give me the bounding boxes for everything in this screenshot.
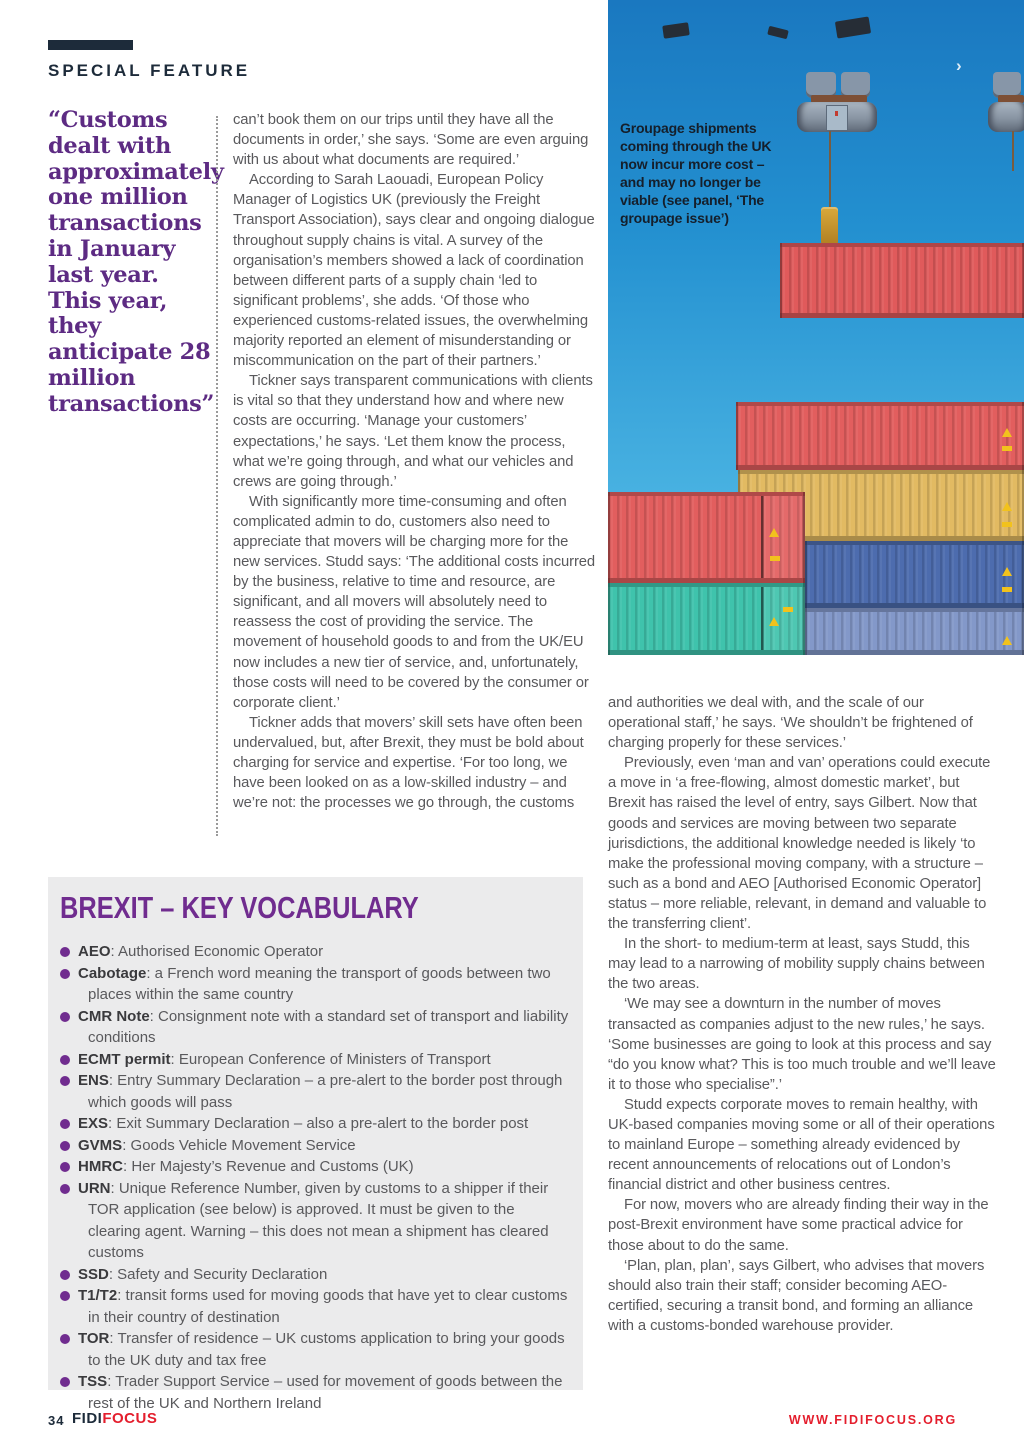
- list-item: [48, 1113, 569, 1135]
- hoist-hook: [821, 207, 838, 245]
- hoist-motor: [988, 102, 1024, 132]
- hazard-triangle: [769, 617, 779, 626]
- vocab-definition: : Trader Support Service – used for movement of goods between the rest of the UK and Northern Ireland: [88, 1373, 563, 1412]
- list-item: [48, 1135, 569, 1157]
- bullet-icon: [60, 1076, 70, 1086]
- container-red-hanging: [780, 243, 1024, 318]
- magazine-logo: [72, 1410, 157, 1427]
- bullet-icon: [60, 1055, 70, 1065]
- hoist-motor-light: [835, 111, 838, 116]
- container-label: [783, 607, 793, 612]
- vocab-term: AEO: [78, 943, 111, 960]
- list-item: [48, 1006, 569, 1049]
- container-teal-front: [608, 583, 805, 655]
- vocab-definition: : Goods Vehicle Movement Service: [122, 1136, 356, 1154]
- vocab-definition: : Unique Reference Number, given by customs to a shipper if their TOR application (see below) is approved. It must be given to the clearing agent. Warning – this does not mean a shipment has cleared customs: [88, 1179, 549, 1261]
- bullet-icon: [60, 1291, 70, 1301]
- container-red-back: [736, 402, 1024, 470]
- container-corrugation: [736, 406, 1024, 465]
- paragraph: Tickner adds that movers’ skill sets have often been undervalued, but, after Brexit, they must be bold about charging for service and expertise. ‘For too long, we have been looked on as a low-skilled industry – and we’re not: the processes we go through, the customs: [233, 714, 584, 812]
- list-item: [48, 1156, 569, 1178]
- list-item: [48, 941, 569, 963]
- kicker-bar: [48, 40, 133, 50]
- article-column-1: [233, 110, 599, 813]
- paragraph: Previously, even ‘man and van’ operations could execute a move in ‘a free-flowing, almost domestic market’, but Brexit has raised the level of entry, says Gilbert. Now that goods and services are moving between two separate jurisdictions, the additional knowledge needed is likely ‘to make the professional moving company, with a structure – such as a bond and AEO [Authorised Economic Operator] status – more reliable, relevant, in demand and valuable to the transferring client’.: [608, 755, 991, 933]
- vocabulary-panel: [48, 877, 583, 1412]
- paragraph: ‘We may see a downturn in the number of moves transacted as companies adjust to the new rules,’ he says. ‘Some businesses are going to look at this process and say “do you know what? This is too much trouble and we’ll leave it to those who specialise”.’: [608, 996, 996, 1093]
- website-url: WWW.FIDIFOCUS.ORG: [788, 1413, 957, 1427]
- container-lightblue-back: [805, 608, 1024, 655]
- list-item: [48, 1264, 569, 1286]
- container-label: [1002, 587, 1012, 592]
- bullet-icon: [60, 1119, 70, 1129]
- list-item: [48, 1049, 569, 1071]
- container-blue-back: [805, 541, 1024, 608]
- bullet-icon: [60, 1141, 70, 1151]
- vocab-term: EXS: [78, 1115, 109, 1132]
- vocab-term: HMRC: [78, 1158, 123, 1175]
- bullet-icon: [60, 1334, 70, 1344]
- logo-focus: FOCUS: [102, 1410, 158, 1427]
- page-footer: [0, 1410, 1024, 1434]
- section-kicker: SPECIAL FEATURE: [48, 61, 251, 80]
- vocab-definition: : Consignment note with a standard set of transport and liability conditions: [88, 1007, 569, 1046]
- vocab-term: URN: [78, 1179, 111, 1197]
- container-door: [761, 496, 805, 578]
- container-corrugation: [780, 247, 1024, 313]
- vocab-definition: : Entry Summary Declaration – a pre-alert to the border post through which goods will pass: [88, 1072, 563, 1111]
- hoist-cable: [1012, 131, 1014, 171]
- vocab-term: CMR Note: [78, 1007, 150, 1025]
- paragraph: ‘Plan, plan, plan’, says Gilbert, who advises that movers should also train their staff; consider becoming AEO-certified, securing a transit bond, and forming an alliance with a customs-bonded warehouse provider.: [608, 1257, 985, 1334]
- paragraph: For now, movers who are already finding their way in the post-Brexit environment have some practical advice for those about to do the same.: [608, 1197, 989, 1254]
- vocabulary-list: [48, 941, 569, 1414]
- container-corrugation: [805, 545, 1024, 603]
- vocab-term: GVMS: [78, 1136, 123, 1154]
- container-label: [770, 556, 780, 561]
- list-item: [48, 1328, 569, 1371]
- vocab-definition: : Authorised Economic Operator: [110, 943, 324, 960]
- hoist-motor-panel: [826, 105, 848, 131]
- vocab-term: TOR: [78, 1330, 110, 1347]
- hazard-triangle: [1002, 428, 1012, 437]
- hazard-triangle: [769, 528, 779, 537]
- hoist-cable: [829, 131, 831, 209]
- container-corrugation: [805, 612, 1024, 650]
- hazard-triangle: [1002, 502, 1012, 511]
- photo-caption: Groupage shipments coming through the UK now incur more cost – and may no longer be viable (see panel, ‘The groupage issue’): [620, 120, 772, 226]
- container-label: [1002, 446, 1012, 451]
- hazard-triangle: [1002, 636, 1012, 645]
- vocab-definition: : Her Majesty’s Revenue and Customs (UK): [123, 1158, 414, 1175]
- vocab-definition: : a French word meaning the transport of goods between two places within the same country: [88, 964, 551, 1003]
- list-item: [48, 1178, 569, 1264]
- vocab-term: TSS: [78, 1373, 108, 1390]
- list-item: [48, 1285, 569, 1328]
- bullet-icon: [60, 1184, 70, 1194]
- paragraph: can’t book them on our trips until they have all the documents in order,’ she says. ‘Some are even arguing with us about what documents are required.’: [233, 112, 589, 169]
- pull-quote: “Customs dealt with approximately one million transactions in January last year. This year, they anticipate 28 million transactions”: [48, 107, 224, 417]
- paragraph: In the short- to medium-term at least, says Studd, this may lead to a narrowing of mobility supply chains between the two areas.: [608, 936, 985, 993]
- paragraph: Tickner says transparent communications with clients is vital so that they understand how and where new costs are occurring. ‘Manage your customers’ expectations,’ he says. ‘Let them know the process, what we’re going through, and what our vehicles and crews are going through.’: [233, 373, 593, 490]
- bullet-icon: [60, 1012, 70, 1022]
- bullet-icon: [60, 1270, 70, 1280]
- list-item: [48, 1070, 569, 1113]
- vocab-definition: : transit forms used for moving goods that have yet to clear customs in their country of destination: [88, 1287, 568, 1326]
- page-number: 34: [48, 1413, 65, 1428]
- bullet-icon: [60, 947, 70, 957]
- vocab-term: SSD: [78, 1265, 109, 1283]
- container-label: [1002, 522, 1012, 527]
- panel-title: BREXIT – KEY VOCABULARY: [60, 890, 419, 925]
- vocab-term: T1/T2: [78, 1287, 118, 1304]
- container-port-photo: [608, 0, 1024, 655]
- container-red-front: [608, 492, 805, 583]
- bullet-icon: [60, 1162, 70, 1172]
- vocab-term: ENS: [78, 1072, 109, 1089]
- bullet-icon: [60, 969, 70, 979]
- bullet-icon: [60, 1377, 70, 1387]
- logo-fidi: FIDI: [72, 1410, 103, 1427]
- article-column-2: [608, 693, 996, 1336]
- list-item: [48, 1371, 569, 1414]
- vocab-definition: : Safety and Security Declaration: [108, 1265, 328, 1283]
- paragraph: Studd expects corporate moves to remain healthy, with UK-based companies moving some or all of their operations to mainland Europe – something already evidenced by recent announcements of relocations out of London’s financial district and other business centres.: [608, 1096, 995, 1194]
- container-door: [761, 587, 805, 650]
- vocab-definition: : Exit Summary Declaration – also a pre-alert to the border post: [108, 1115, 529, 1132]
- vocab-term: ECMT permit: [78, 1050, 171, 1068]
- dotted-divider: [216, 116, 218, 836]
- vocab-definition: : European Conference of Ministers of Transport: [170, 1050, 491, 1068]
- hazard-triangle: [1002, 567, 1012, 576]
- vocab-definition: : Transfer of residence – UK customs application to bring your goods to the UK duty and tax free: [88, 1330, 565, 1369]
- chevron-right-icon: ›: [956, 56, 962, 75]
- paragraph: According to Sarah Laouadi, European Policy Manager of Logistics UK (previously the Freight Transport Association), says clear and ongoing dialogue throughout supply chains is vital. A survey of the organisation’s members showed a lack of coordination between different parts of a supply chain ‘led to significant problems’, she adds. ‘Of those who experienced customs-related issues, the overwhelming majority reported an element of misunderstanding or miscommunication on the part of their partners.’: [233, 172, 595, 370]
- list-item: [48, 963, 569, 1006]
- paragraph: and authorities we deal with, and the scale of our operational staff,’ he says. ‘We shouldn’t be frightened of charging properly for these services.’: [608, 695, 973, 752]
- paragraph: With significantly more time-consuming and often complicated admin to do, customers also need to appreciate that movers will be charging more for the new services. Studd says: ‘The additional costs incurred by the business, relative to time and resource, are significant, and all movers will absolutely need to reassess the cost of providing the service. The movement of household goods to and from the UK/EU now includes a new tier of service, and, unfortunately, those costs will need to be covered by the consumer or corporate client.’: [233, 493, 596, 711]
- vocab-term: Cabotage: [78, 964, 147, 982]
